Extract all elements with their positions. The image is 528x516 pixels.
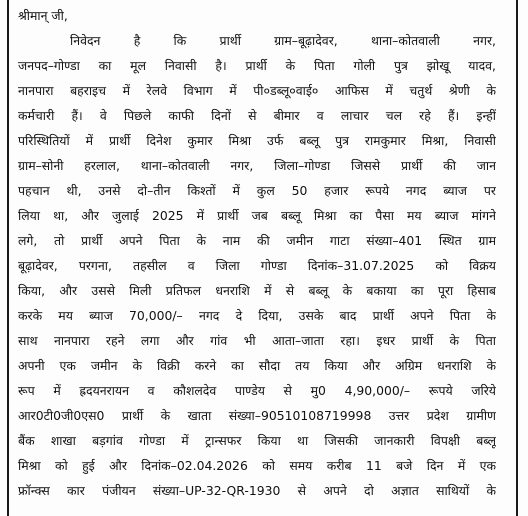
body-line: अपनी एक जमीन के विक्री करने का सौदा तय किया और अग्रिम धनराशि के xyxy=(18,358,496,373)
body-line: आर0टी0जी0एस0 प्रार्थी के खाता संख्या–90510108719998 उत्तर प्रदेश ग्रामीण xyxy=(18,408,496,423)
body-line: करके मय ब्याज 70,000/– नगद दे दिया, उसके बाद प्रार्थी अपने पिता के xyxy=(18,308,496,323)
body-line: परिस्थितियों में प्रार्थी दिनेश कुमार मिश्रा उर्फ बब्लू पुत्र रामकुमार मिश्रा, निवासी xyxy=(18,133,496,148)
body-line: कर्मचारी हैं। वे पिछले काफी दिनों से बीमार व लाचार चल रहे हैं। इन्हीं xyxy=(18,108,496,123)
body-line: पहचान थी, उनसे दो–तीन किश्तों में कुल 50 हजार रूपये नगद ब्याज पर xyxy=(18,183,496,198)
body-line: बूढ़ादेवर, परगना, तहसील व जिला गोण्डा दिनांक–31.07.2025 को विक्रय xyxy=(18,258,496,273)
letter-body xyxy=(18,3,496,503)
body-line: साथ नानपारा रहने लगा और गांव भी आता–जाता रहा। इधर प्रार्थी के पिता xyxy=(18,333,496,348)
body-line: बैंक शाखा बड़गांव गोण्डा में ट्रान्सफर किया था जिसकी जानकारी विपक्षी बब्लू xyxy=(18,433,496,448)
body-line: किया, और उससे मिली प्रतिफल धनराशि में से बब्लू के बकाया का पूरा हिसाब xyxy=(18,283,496,298)
body-line: रूप में ह्रदयनरायन व कौशलदेव पाण्डेय से मु0 4,90,000/– रूपये जरिये xyxy=(18,383,496,398)
right-margin-rule xyxy=(516,0,518,516)
body-line: नानपारा बहराइच में रेलवे विभाग में पी०डब्लू०वाई० आफिस में चतुर्थ श्रेणी के xyxy=(18,83,496,98)
body-line: जनपद–गोण्डा का मूल निवासी है। प्रार्थी के पिता गोली पुत्र झोखू यादव, xyxy=(18,58,496,73)
body-line: फ्रॉन्क्स कार पंजीयन संख्या–UP-32-QR-1930 से अपने दो अज्ञात साथियों के xyxy=(18,483,496,498)
left-margin-rule xyxy=(7,0,9,516)
body-line: मिश्रा को हुई और दिनांक–02.04.2026 को समय करीब 11 बजे दिन में एक xyxy=(18,458,496,473)
salutation: श्रीमान् जी, xyxy=(18,8,68,23)
body-line: ग्राम–सोनी हरलाल, थाना–कोतवाली नगर, जिला–गोण्डा जिससे प्रार्थी की जान xyxy=(18,158,496,173)
body-line: निवेदन है कि प्रार्थी ग्राम–बूढ़ादेवर, थाना–कोतवाली नगर, xyxy=(70,33,496,48)
body-line: लिया था, और जुलाई 2025 में प्रार्थी जब बब्लू मिश्रा का पैसा मय ब्याज मांगने xyxy=(18,208,496,223)
body-line: लगे, तो प्रार्थी अपने पिता के नाम की जमीन गाटा संख्या–401 स्थित ग्राम xyxy=(18,233,496,248)
